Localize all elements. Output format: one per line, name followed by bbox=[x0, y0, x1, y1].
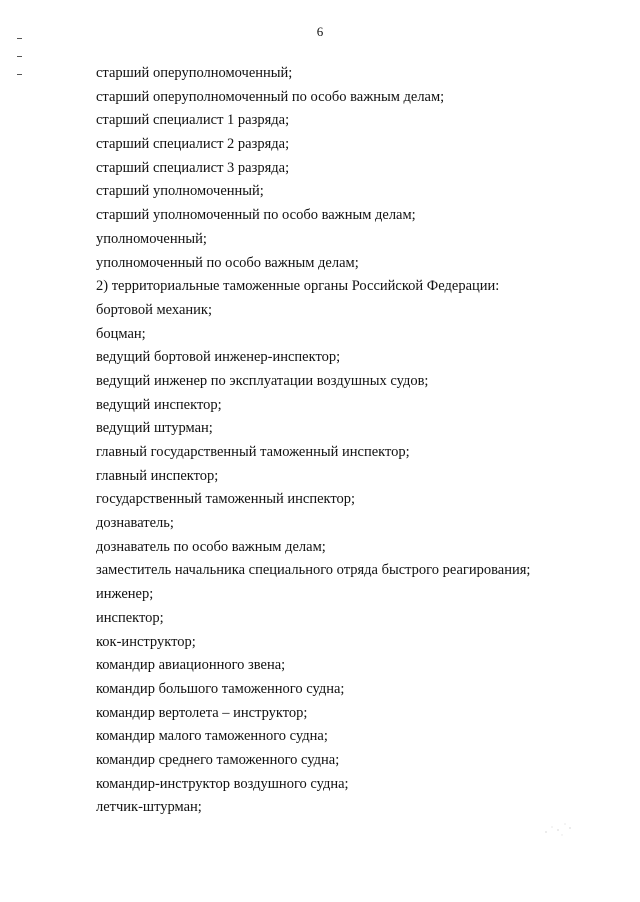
list-item: командир авиационного звена; bbox=[96, 657, 286, 674]
list-item: старший специалист 1 разряда; bbox=[96, 112, 290, 129]
list-item: бортовой механик; bbox=[96, 301, 212, 318]
list-item: главный инспектор; bbox=[96, 467, 219, 484]
list-item: дознаватель; bbox=[96, 515, 174, 532]
list-item: командир вертолета – инструктор; bbox=[96, 704, 308, 721]
position-list bbox=[96, 62, 616, 820]
scan-mark bbox=[17, 74, 22, 75]
list-item: летчик-штурман; bbox=[96, 799, 202, 816]
list-item: ведущий инспектор; bbox=[96, 396, 222, 413]
list-item: государственный таможенный инспектор; bbox=[96, 491, 356, 508]
list-item: уполномоченный по особо важным делам; bbox=[96, 254, 359, 271]
list-item: главный государственный таможенный инспектор; bbox=[96, 444, 410, 460]
list-item: дознаватель по особо важным делам; bbox=[96, 538, 326, 555]
list-item: старший специалист 2 разряда; bbox=[96, 136, 290, 153]
list-item: кок-инструктор; bbox=[96, 633, 196, 650]
list-item: инспектор; bbox=[96, 609, 164, 626]
list-item: старший уполномоченный по особо важным делам; bbox=[96, 207, 416, 224]
list-item: старший оперуполномоченный; bbox=[96, 65, 293, 81]
list-item: командир большого таможенного судна; bbox=[96, 680, 345, 697]
list-item: старший уполномоченный; bbox=[96, 183, 264, 200]
list-item: старший оперуполномоченный по особо важным делам; bbox=[96, 88, 445, 105]
list-item: уполномоченный; bbox=[96, 230, 207, 247]
page-number: 6 bbox=[316, 24, 324, 39]
list-item: ведущий инженер по эксплуатации воздушных судов; bbox=[96, 372, 429, 389]
list-item: ведущий штурман; bbox=[96, 420, 213, 437]
list-item: командир малого таможенного судна; bbox=[96, 728, 328, 745]
list-item: командир-инструктор воздушного судна; bbox=[96, 775, 349, 792]
list-item: боцман; bbox=[96, 325, 146, 342]
list-item: ведущий бортовой инженер-инспектор; bbox=[96, 349, 341, 366]
list-item: заместитель начальника специального отряда быстрого реагирования; bbox=[96, 562, 531, 579]
scan-smudge bbox=[540, 818, 576, 840]
list-item: старший специалист 3 разряда; bbox=[96, 159, 290, 176]
list-item: командир среднего таможенного судна; bbox=[96, 751, 340, 768]
scan-mark bbox=[17, 56, 22, 57]
list-item: инженер; bbox=[96, 586, 154, 603]
scan-mark bbox=[17, 38, 22, 39]
list-item: 2) территориальные таможенные органы Российской Федерации: bbox=[96, 278, 500, 295]
